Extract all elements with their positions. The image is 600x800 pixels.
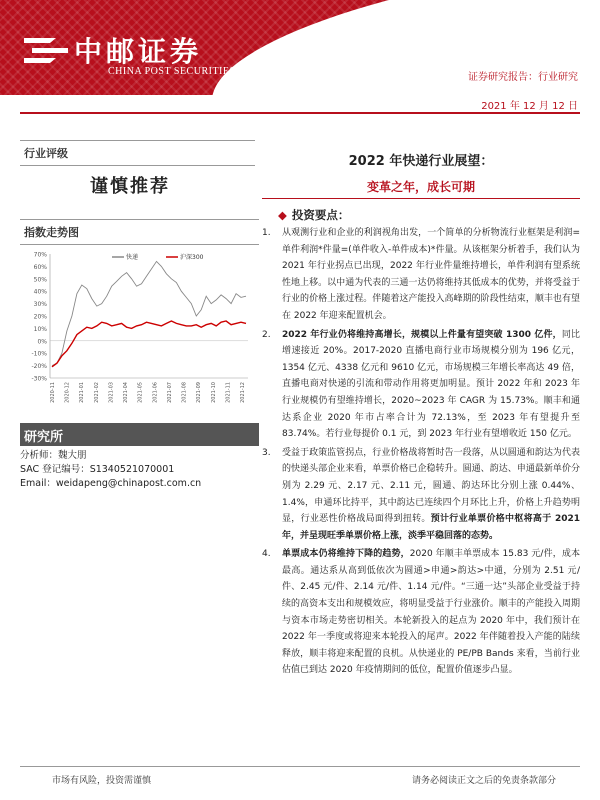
report-subtitle: 变革之年，成长可期 — [366, 180, 475, 194]
y-tick-label: 20% — [33, 313, 47, 321]
x-tick-label: 2021-12 — [240, 382, 246, 403]
company-name-cn: 中邮证券 — [74, 35, 203, 68]
x-tick-label: 2021-04 — [123, 382, 130, 403]
report-title: 2022 年快递行业展望： — [348, 154, 494, 169]
point-item — [262, 225, 580, 325]
series-line-express — [52, 261, 246, 365]
x-tick-label: 2020-12 — [64, 382, 71, 403]
point-bold-lead: 单票成本仍将维持下降的趋势， — [282, 549, 410, 560]
legal-disclaimer: 请务必阅读正文之后的免责条款部分 — [412, 776, 557, 786]
y-tick-label: -10% — [31, 350, 47, 358]
x-tick-label: 2021-03 — [108, 382, 115, 403]
legend-label: 快递 — [126, 254, 139, 261]
bullet-icon: ◆ — [278, 208, 287, 222]
y-tick-label: -30% — [31, 375, 47, 383]
x-tick-label: 2021-08 — [181, 382, 188, 403]
left-column — [20, 140, 255, 198]
y-tick-label: -20% — [31, 363, 47, 371]
points-header-label: 投资要点： — [291, 208, 350, 222]
footer-divider — [20, 766, 580, 767]
x-tick-label: 2021-06 — [152, 382, 159, 403]
rating-label: 行业评级 — [20, 140, 255, 166]
x-tick-label: 2021-07 — [166, 382, 173, 403]
point-bold-lead: 2022 年行业仍将维持高增长，规模以上件量有望突破 1300 亿件， — [282, 329, 562, 340]
y-tick-label: 30% — [33, 301, 47, 309]
x-tick-label: 2021-05 — [137, 382, 144, 403]
y-tick-label: 70% — [33, 251, 47, 259]
point-text: 受益于政策监管拐点，行业价格战将暂时告一段落，从以圆通和韵达为代表的快递头部企业来看，单票价格已企稳转升。圆通、韵达、申通最新单价分别为 2.29 元、2.17 元、2.11 元，圆通、韵达环比分别上涨 0.44%、1.4%，申通环比持平，其中韵达已连续四个月环比上升，价格上升趋势明显，行业恶性价格战局面得到扭转。 — [282, 447, 580, 525]
legend-label: 沪深300 — [180, 254, 204, 261]
x-tick-label: 2020-11 — [50, 382, 56, 403]
investment-points-header — [278, 207, 349, 223]
point-text: 同比增速接近 20%。2017-2020 直播电商行业市场规模分别为 196 亿元，1354 亿元、4338 亿元和 9610 亿元，市场规模三年增长率高达 49 倍，直播电商对快递的引流和带动作用将更加明显。预计 2022 年和 2023 年行业规模仍有望维持增长，2020~2023 年 CAGR 为 15.73%。顺丰和通达系企业 2020 年市占率合计为 72.13%，至 2023 年有望提升至 83.74%。若行业每提价 0.1 元，到 2023 年行业有望增收近 150 亿元。 — [282, 329, 580, 440]
investment-points — [262, 225, 580, 681]
sac-number: SAC 登记编号：S1340521070001 — [20, 464, 175, 475]
x-tick-label: 2021-09 — [196, 382, 203, 403]
point-item — [262, 327, 580, 443]
analyst-name: 分析师：魏大朋 — [20, 450, 87, 461]
point-bold-tail: 预计行业单票价格中枢将高于 2021 年，并呈现旺季单票价格上涨，淡季平稳回落的态势。 — [282, 514, 580, 541]
report-type: 证券研究报告：行业研究 — [468, 72, 578, 83]
x-tick-label: 2021-01 — [79, 382, 86, 403]
industry-rating: 谨慎推荐 — [90, 176, 170, 197]
institute-header: 研究所 — [20, 423, 259, 446]
company-name-en: CHINA POST SECURITIES — [108, 66, 236, 77]
point-text: 2020 年顺丰单票成本 15.83 元/件，成本最高。通达系从高到低依次为圆通>申通>韵达>中通，分别为 2.51 元/件、2.45 元/件、2.14 元/件、1.14 元/件。“三通一达”头部企业受益于持续的高资本支出和规模效应，将明显受益于行业涨价。顺丰的产能投入周期与资本市场走势密切相关。本轮新投入的起点为 2020 年中，我们预计在 2022 年一季度或将迎来本轮投入的尾声。2022 年伴随着投入产能的陆续释放，顺丰将迎来配置的良机。从快递业的 PE/PB Bands 来看，当前行业估值已到达 2020 年疫情期间的低位，配置价值逐步凸显。 — [282, 549, 580, 676]
y-tick-label: 60% — [33, 263, 47, 271]
y-tick-label: 0% — [37, 338, 47, 346]
point-number: 4. — [262, 549, 271, 560]
point-item — [262, 445, 580, 545]
analyst-info — [20, 449, 255, 491]
series-line-csi300 — [52, 321, 246, 367]
header-divider — [20, 112, 580, 114]
index-trend-chart — [20, 246, 255, 416]
risk-disclaimer: 市场有风险，投资需谨慎 — [52, 776, 152, 786]
x-tick-label: 2021-10 — [210, 382, 217, 403]
y-tick-label: 40% — [33, 288, 47, 296]
title-divider — [262, 198, 580, 199]
point-number: 2. — [262, 329, 271, 340]
y-tick-label: 50% — [33, 276, 47, 284]
report-date: 2021 年 12 月 12 日 — [481, 101, 578, 112]
china-post-logo-icon — [24, 32, 68, 72]
point-text: 从观测行业和企业的利润视角出发，一个简单的分析物流行业框架是利润=单件利润*件量=(单件收入-单件成本)*件量。从该框架分析着手，我们认为 2021 年行业拐点已出现，2022 年行业件量维持增长，单件利润有望系统性地上移。以中通为代表的三通一达仍将维持其低成本的优势，并将受益于行业的价格上涨过程。伴随着这产能投入高峰期的阶段性结束，顺丰也有望在 2022 年迎来配置机会。 — [282, 228, 580, 321]
point-item — [262, 546, 580, 679]
chart-title: 指数走势图 — [20, 219, 259, 245]
y-tick-label: 10% — [33, 325, 47, 333]
x-tick-label: 2021-11 — [225, 382, 232, 403]
point-number: 1. — [262, 228, 271, 238]
x-tick-label: 2021-02 — [93, 382, 100, 403]
point-number: 3. — [262, 447, 271, 458]
analyst-email: Email：weidapeng@chinapost.com.cn — [20, 478, 202, 489]
